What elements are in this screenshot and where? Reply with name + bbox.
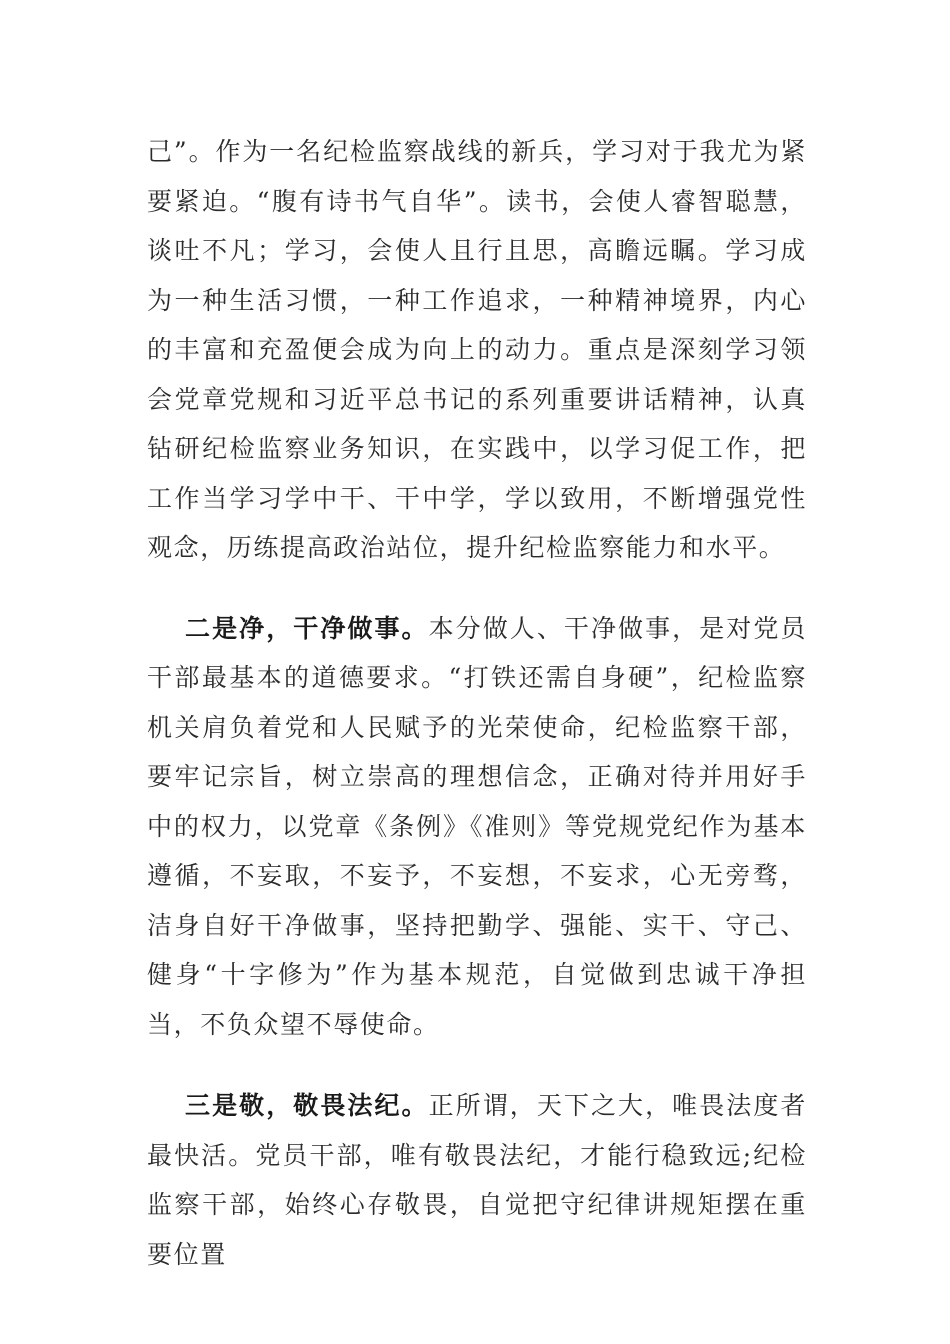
paragraph-text: 本分做人、干净做事，是对党员干部最基本的道德要求。“打铁还需自身硬”，纪检监察机关肩负着党和人民赋予的光荣使命，纪检监察干部， 要牢记宗旨，树立崇高的理想信念，正确对待并用好手中的权力，以党章《条例》《准则》等党规党纪作为基本遵循，不妄取，不妄予，不妄想，不妄求，心无旁骛，洁身自好干净做事，坚持把勤学、强能、实干、守己、健身“十字修为”作为基本规范，自觉做到忠诚干净担当，不负众望不辱使命。 xyxy=(147,613,807,1039)
document-body xyxy=(147,127,807,1279)
paragraph-text: 正所谓，天下之大，唯畏法度者最快活。党员干部，唯有敬畏法纪，才能行稳致远;纪检监察干部，始终心存敬畏，自觉把守纪律讲规矩摆在重要位置 xyxy=(147,1091,807,1269)
paragraph-clean-work xyxy=(147,604,807,1050)
paragraph-learning-continued xyxy=(147,127,807,573)
paragraph-respect-law xyxy=(147,1081,807,1279)
paragraph-heading: 三是敬，敬畏法纪。 xyxy=(185,1091,429,1120)
paragraph-heading: 二是净，干净做事。 xyxy=(185,613,429,643)
paragraph-text: 己”。作为一名纪检监察战线的新兵，学习对于我尤为紧要紧迫。“腹有诗书气自华”。读书，会使人睿智聪慧，谈吐不凡；学习，会使人且行且思，高瞻远瞩。学习成为一种生活习惯，一种工作追求，一种精神境界，内心的丰富和充盈便会成为向上的动力。重点是深刻学习领会党章党规和习近平总书记的系列重要讲话精神，认真钻研纪检监察业务知识，在实践中，以学习促工作，把工作当学习学中干、干中学，学以致用，不断增强党性观念，历练提高政治站位，提升纪检监察能力和水平。 xyxy=(147,137,807,562)
